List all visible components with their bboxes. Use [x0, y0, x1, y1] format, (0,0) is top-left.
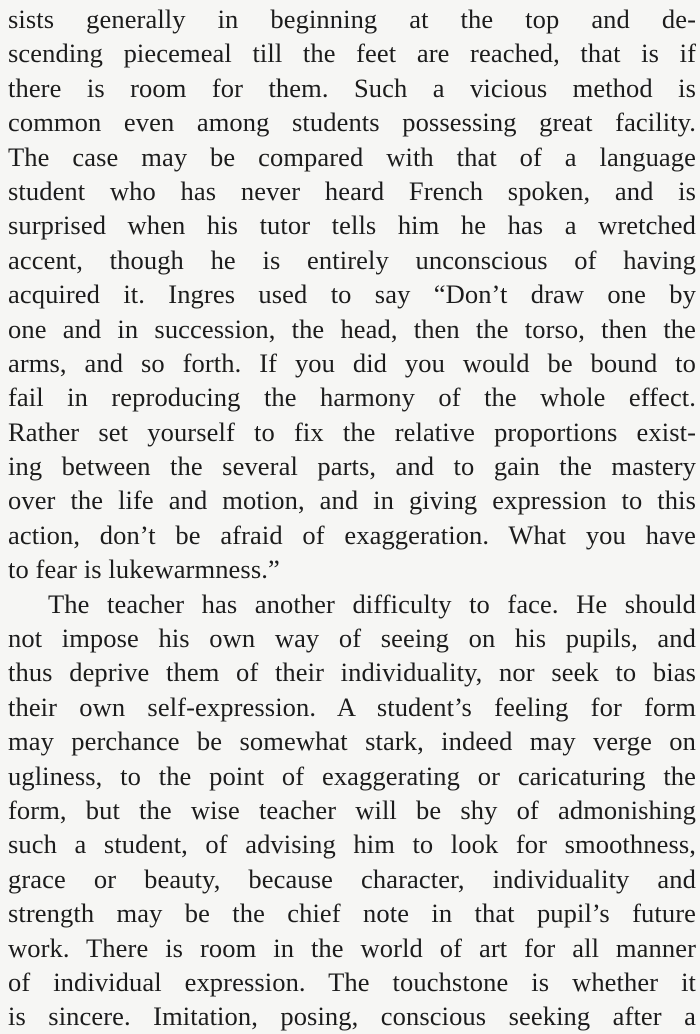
book-page [8, 2, 696, 1034]
text-line: work. There is room in the world of art for all manner [8, 932, 696, 963]
text-line: is sincere. Imitation, posing, conscious seeking after a [8, 1001, 696, 1032]
text-line: such a student, of advising him to look for smoothness, [8, 829, 696, 860]
text-line: form, but the wise teacher will be shy of admonishing [8, 794, 696, 825]
text-line: fail in reproducing the harmony of the whole effect. [8, 382, 696, 413]
text-line: sists generally in beginning at the top and de- [8, 4, 696, 34]
text-line: grace or beauty, because character, individuality and [8, 863, 696, 894]
text-line: there is room for them. Such a vicious method is [8, 72, 696, 103]
text-line: ugliness, to the point of exaggerating or caricaturing the [8, 760, 696, 791]
text-line: arms, and so forth. If you did you would be bound to [8, 347, 696, 378]
text-line: to fear is lukewarmness.” [8, 554, 280, 585]
paragraph-2 [8, 587, 696, 1034]
paragraph-1 [8, 2, 696, 587]
text-line: action, don’t be afraid of exaggeration. What you have [8, 519, 696, 550]
text-line: one and in succession, the head, then the torso, then the [8, 313, 696, 344]
text-line: ing between the several parts, and to gain the mastery [8, 451, 696, 482]
text-line: surprised when his tutor tells him he has a wretched [8, 210, 696, 241]
text-line: The case may be compared with that of a language [8, 141, 696, 172]
text-line: student who has never heard French spoken, and is [8, 175, 696, 206]
text-line: common even among students possessing great facility. [8, 107, 696, 138]
text-line: over the life and motion, and in giving expression to this [8, 485, 696, 516]
text-line: Rather set yourself to fix the relative proportions exist- [8, 416, 696, 447]
text-line: accent, though he is entirely unconscious of having [8, 244, 696, 275]
text-line: their own self-expression. A student’s feeling for form [8, 691, 696, 722]
text-line: The teacher has another difficulty to face. He should [48, 588, 696, 619]
text-line: of individual expression. The touchstone is whether it [8, 966, 696, 997]
text-line: strength may be the chief note in that pupil’s future [8, 898, 696, 929]
text-line: thus deprive them of their individuality, nor seek to bias [8, 657, 696, 688]
text-line: not impose his own way of seeing on his pupils, and [8, 623, 696, 654]
text-line: acquired it. Ingres used to say “Don’t draw one by [8, 279, 696, 310]
text-line: scending piecemeal till the feet are reached, that is if [8, 38, 696, 69]
text-line: may perchance be somewhat stark, indeed may verge on [8, 726, 696, 757]
